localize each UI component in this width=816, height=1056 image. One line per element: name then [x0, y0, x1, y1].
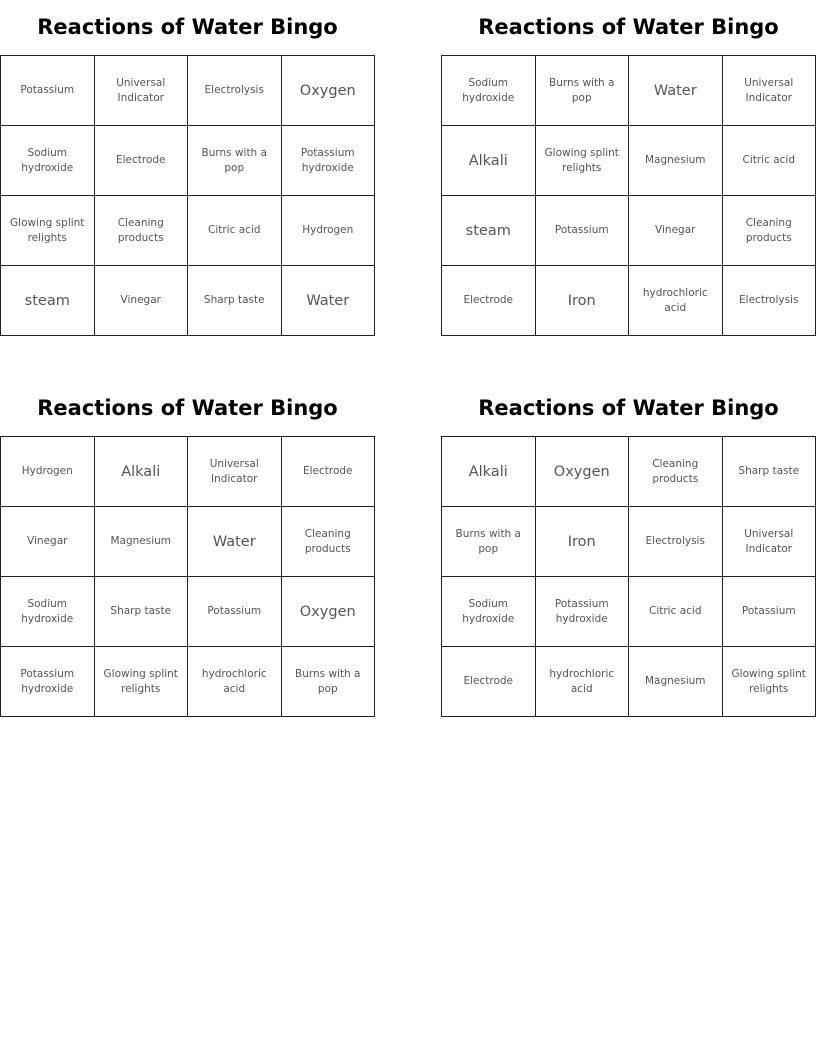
bingo-cell: Vinegar: [95, 266, 189, 336]
bingo-cell: Potassium: [1, 56, 95, 126]
bingo-cell: Glowing splint relights: [95, 647, 189, 717]
bingo-grid: [0, 436, 375, 717]
bingo-cell: Citric acid: [723, 126, 816, 196]
bingo-cell: Oxygen: [536, 437, 630, 507]
bingo-cell: Glowing splint relights: [536, 126, 630, 196]
bingo-cell: Potassium: [188, 577, 282, 647]
bingo-cell: Electrode: [282, 437, 376, 507]
bingo-cell: Hydrogen: [282, 196, 376, 266]
card-title: Reactions of Water Bingo: [478, 15, 779, 39]
bingo-cell: hydrochloric acid: [629, 266, 723, 336]
card-title: Reactions of Water Bingo: [37, 15, 338, 39]
bingo-cell: Iron: [536, 507, 630, 577]
bingo-cell: Universal Indicator: [95, 56, 189, 126]
bingo-cell: steam: [442, 196, 536, 266]
bingo-cell: Potassium hydroxide: [536, 577, 630, 647]
bingo-cell: Glowing splint relights: [723, 647, 816, 717]
bingo-cell: Universal Indicator: [723, 56, 816, 126]
bingo-cell: Sodium hydroxide: [442, 577, 536, 647]
bingo-cell: Sharp taste: [723, 437, 816, 507]
bingo-card-4: [441, 381, 816, 717]
bingo-cell: Sodium hydroxide: [442, 56, 536, 126]
bingo-card-1: [0, 0, 375, 336]
bingo-cell: Electrolysis: [629, 507, 723, 577]
bingo-cell: Potassium hydroxide: [1, 647, 95, 717]
bingo-cell: Universal Indicator: [188, 437, 282, 507]
bingo-cell: Alkali: [95, 437, 189, 507]
bingo-cell: Potassium: [536, 196, 630, 266]
bingo-cell: Sharp taste: [188, 266, 282, 336]
bingo-cell: Potassium: [723, 577, 816, 647]
bingo-cell: Oxygen: [282, 56, 376, 126]
bingo-cell: Iron: [536, 266, 630, 336]
bingo-cell: Oxygen: [282, 577, 376, 647]
bingo-cell: Electrode: [95, 126, 189, 196]
bingo-cell: steam: [1, 266, 95, 336]
bingo-cell: Electrode: [442, 647, 536, 717]
bingo-cell: Cleaning products: [723, 196, 816, 266]
bingo-cell: Citric acid: [629, 577, 723, 647]
bingo-cell: Electrolysis: [723, 266, 816, 336]
card-title: Reactions of Water Bingo: [478, 396, 779, 420]
bingo-grid: [441, 436, 816, 717]
bingo-cell: Cleaning products: [95, 196, 189, 266]
bingo-cell: Cleaning products: [629, 437, 723, 507]
bingo-cell: Sodium hydroxide: [1, 577, 95, 647]
bingo-cell: Burns with a pop: [536, 56, 630, 126]
bingo-cell: Vinegar: [1, 507, 95, 577]
bingo-cell: Magnesium: [629, 647, 723, 717]
bingo-cell: Magnesium: [95, 507, 189, 577]
bingo-cell: Sodium hydroxide: [1, 126, 95, 196]
bingo-cell: Magnesium: [629, 126, 723, 196]
bingo-card-2: [441, 0, 816, 336]
bingo-cell: Alkali: [442, 437, 536, 507]
bingo-cell: Water: [282, 266, 376, 336]
bingo-cell: Potassium hydroxide: [282, 126, 376, 196]
bingo-cell: Burns with a pop: [442, 507, 536, 577]
bingo-cell: Burns with a pop: [282, 647, 376, 717]
bingo-cell: Hydrogen: [1, 437, 95, 507]
bingo-cell: hydrochloric acid: [536, 647, 630, 717]
bingo-cell: Vinegar: [629, 196, 723, 266]
bingo-cell: Water: [629, 56, 723, 126]
bingo-cell: Alkali: [442, 126, 536, 196]
bingo-cell: Citric acid: [188, 196, 282, 266]
card-title: Reactions of Water Bingo: [37, 396, 338, 420]
bingo-cell: Electrode: [442, 266, 536, 336]
bingo-grid: [0, 55, 375, 336]
bingo-cell: Cleaning products: [282, 507, 376, 577]
bingo-grid: [441, 55, 816, 336]
bingo-cell: hydrochloric acid: [188, 647, 282, 717]
bingo-cell: Sharp taste: [95, 577, 189, 647]
bingo-cell: Glowing splint relights: [1, 196, 95, 266]
bingo-cell: Water: [188, 507, 282, 577]
bingo-cell: Electrolysis: [188, 56, 282, 126]
bingo-card-3: [0, 381, 375, 717]
bingo-cell: Universal Indicator: [723, 507, 816, 577]
bingo-cell: Burns with a pop: [188, 126, 282, 196]
